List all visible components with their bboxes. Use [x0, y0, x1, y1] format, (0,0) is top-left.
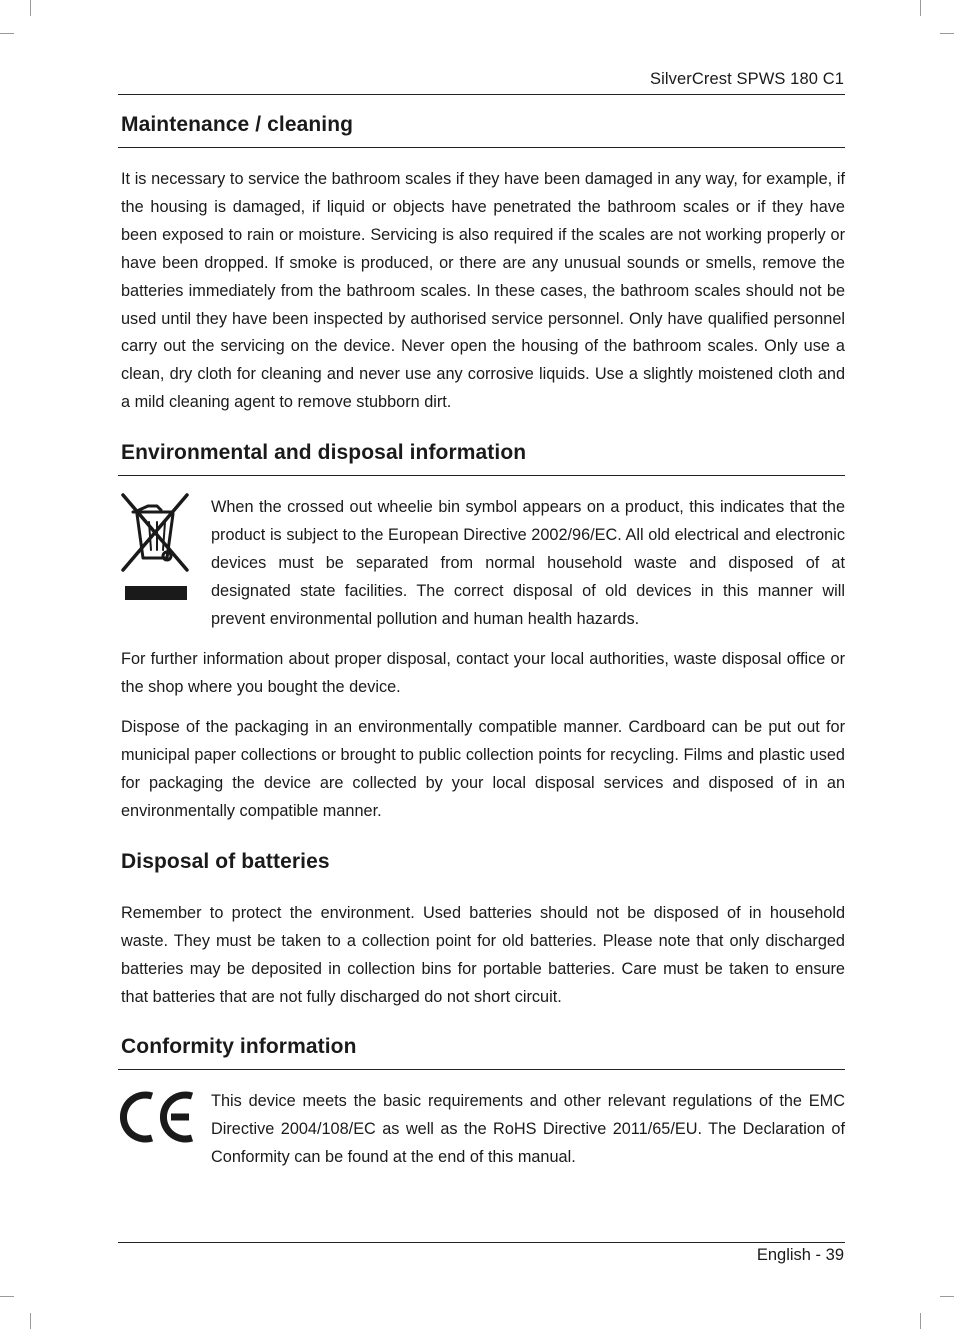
section-heading-maintenance: Maintenance / cleaning — [121, 113, 354, 136]
section-heading-conformity: Conformity information — [121, 1035, 357, 1058]
crop-mark — [0, 33, 14, 34]
crop-mark — [920, 0, 921, 16]
header-rule — [118, 94, 845, 95]
conformity-paragraph: This device meets the basic requirements and other relevant regulations of the EMC Directive 2004/108/EC as well as the RoHS Directive 2011/65/EU. The Declaration of Conformity can be found at the end of this manual. — [211, 1092, 845, 1166]
crop-mark — [30, 1313, 31, 1329]
crop-mark — [0, 1296, 14, 1297]
section-heading-environmental: Environmental and disposal information — [121, 441, 527, 464]
crop-mark — [920, 1313, 921, 1329]
ce-mark-icon — [119, 1090, 197, 1144]
weee-paragraph: When the crossed out wheelie bin symbol appears on a product, this indicates that the product is subject to the European Directive 2002/96/EC. All old electrical and electronic devices must be separated from normal household waste and disposed of at designated state facilities. The correct disposal of old devices in this manner will prevent environmental pollution and human health hazards. — [211, 498, 845, 628]
crop-mark — [30, 0, 31, 16]
crop-mark — [940, 1296, 954, 1297]
running-header-title: SilverCrest SPWS 180 C1 — [650, 70, 844, 88]
crossed-out-wheelie-bin-icon — [119, 492, 191, 602]
section-rule — [118, 1069, 845, 1070]
section-rule — [118, 147, 845, 148]
section-heading-batteries: Disposal of batteries — [121, 850, 330, 873]
maintenance-paragraph: It is necessary to service the bathroom scales if they have been damaged in any way, for example, if the housing is damaged, if liquid or objects have penetrated the bathroom scales or if they have been exposed to rain or moisture. Servicing is also required if the scales are not working properly or have been dropped. If smoke is produced, or there are any unusual sounds or smells, remove the batteries immediately from the bathroom scales. In these cases, the bathroom scales should not be used until they have been inspected by authorised service personnel. Only have qualified personnel carry out the servicing on the device. Never open the housing of the bathroom scales. Only use a clean, dry cloth for cleaning and never use any corrosive liquids. Use a slightly moistened cloth and a mild cleaning agent to remove stubborn dirt. — [121, 170, 845, 412]
section-rule — [118, 475, 845, 476]
disposal-info-paragraph: For further information about proper disposal, contact your local authorities, waste disposal office or the shop where you bought the device. — [121, 650, 845, 696]
page-number: English - 39 — [756, 1246, 844, 1264]
packaging-paragraph: Dispose of the packaging in an environmentally compatible manner. Cardboard can be put out for municipal paper collections or brought to public collection points for recycling. Films and plastic used for packaging the device are collected by your local disposal services and disposed of in an environmentally compatible manner. — [121, 718, 845, 820]
crop-mark — [940, 33, 954, 34]
footer-rule — [118, 1242, 845, 1243]
batteries-paragraph: Remember to protect the environment. Used batteries should not be disposed of in household waste. They must be taken to a collection point for old batteries. Please note that only discharged batteries may be deposited in collection bins for portable batteries. Care must be taken to ensure that batteries that are not fully discharged do not short circuit. — [121, 904, 845, 1006]
